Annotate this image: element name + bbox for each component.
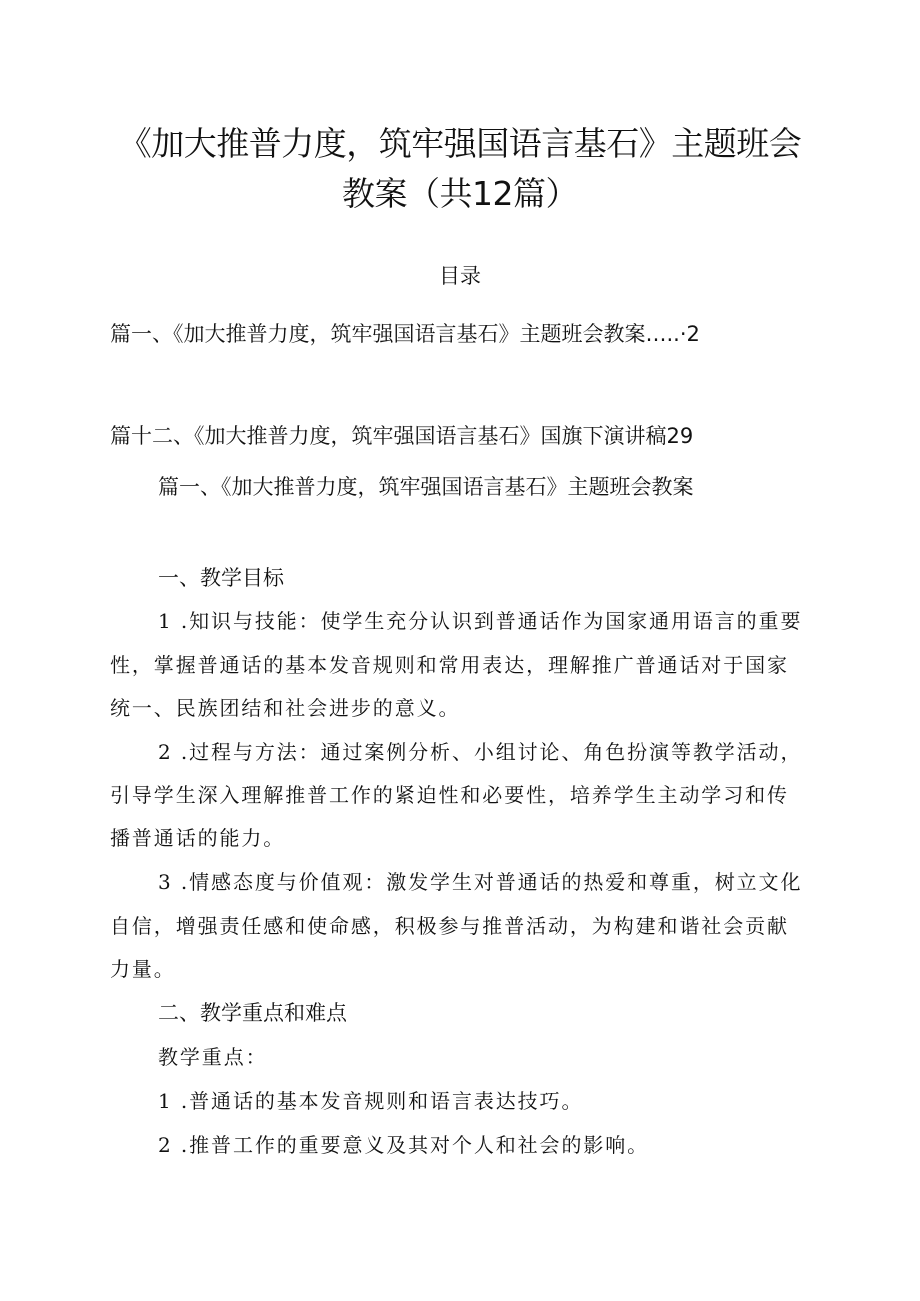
- key-points-label: 教学重点：: [158, 1045, 268, 1069]
- list-item: 1 .普通话的基本发音规则和语言表达技巧。: [158, 1089, 584, 1113]
- paragraph-line: 播普通话的能力。: [110, 826, 286, 850]
- paragraph-line: 统一、民族团结和社会进步的意义。: [110, 696, 461, 720]
- toc-item[interactable]: 篇十二、《加大推普力度，筑牢强国语言基石》国旗下演讲稿29: [110, 424, 694, 448]
- heading-teaching-goals: 一、教学目标: [158, 566, 284, 590]
- document-title-line-2: 教案（共12篇）: [342, 174, 578, 213]
- paragraph-line: 2 .过程与方法：通过案例分析、小组讨论、角色扮演等教学活动，: [158, 740, 803, 764]
- paragraph-line: 引导学生深入理解推普工作的紧迫性和必要性，培养学生主动学习和传: [110, 783, 789, 807]
- paragraph-line: 力量。: [110, 957, 176, 981]
- paragraph-line: 自信，增强责任感和使命感，积极参与推普活动，为构建和谐社会贡献: [110, 914, 789, 938]
- toc-item[interactable]: 篇一、《加大推普力度，筑牢强国语言基石》主题班会教案…..·2: [110, 322, 700, 346]
- document-title-line-1: 《加大推普力度，筑牢强国语言基石》主题班会: [118, 124, 802, 163]
- paragraph-line: 3 .情感态度与价值观：激发学生对普通话的热爱和尊重，树立文化: [158, 870, 803, 894]
- heading-key-and-difficult-points: 二、教学重点和难点: [158, 1001, 347, 1025]
- list-item: 2 .推普工作的重要意义及其对个人和社会的影响。: [158, 1133, 650, 1157]
- toc-heading: 目录: [439, 264, 481, 288]
- section-title: 篇一、《加大推普力度，筑牢强国语言基石》主题班会教案: [158, 475, 694, 499]
- paragraph-line: 性，掌握普通话的基本发音规则和常用表达，理解推广普通话对于国家: [110, 653, 789, 677]
- paragraph-line: 1 .知识与技能：使学生充分认识到普通话作为国家通用语言的重要: [158, 609, 803, 633]
